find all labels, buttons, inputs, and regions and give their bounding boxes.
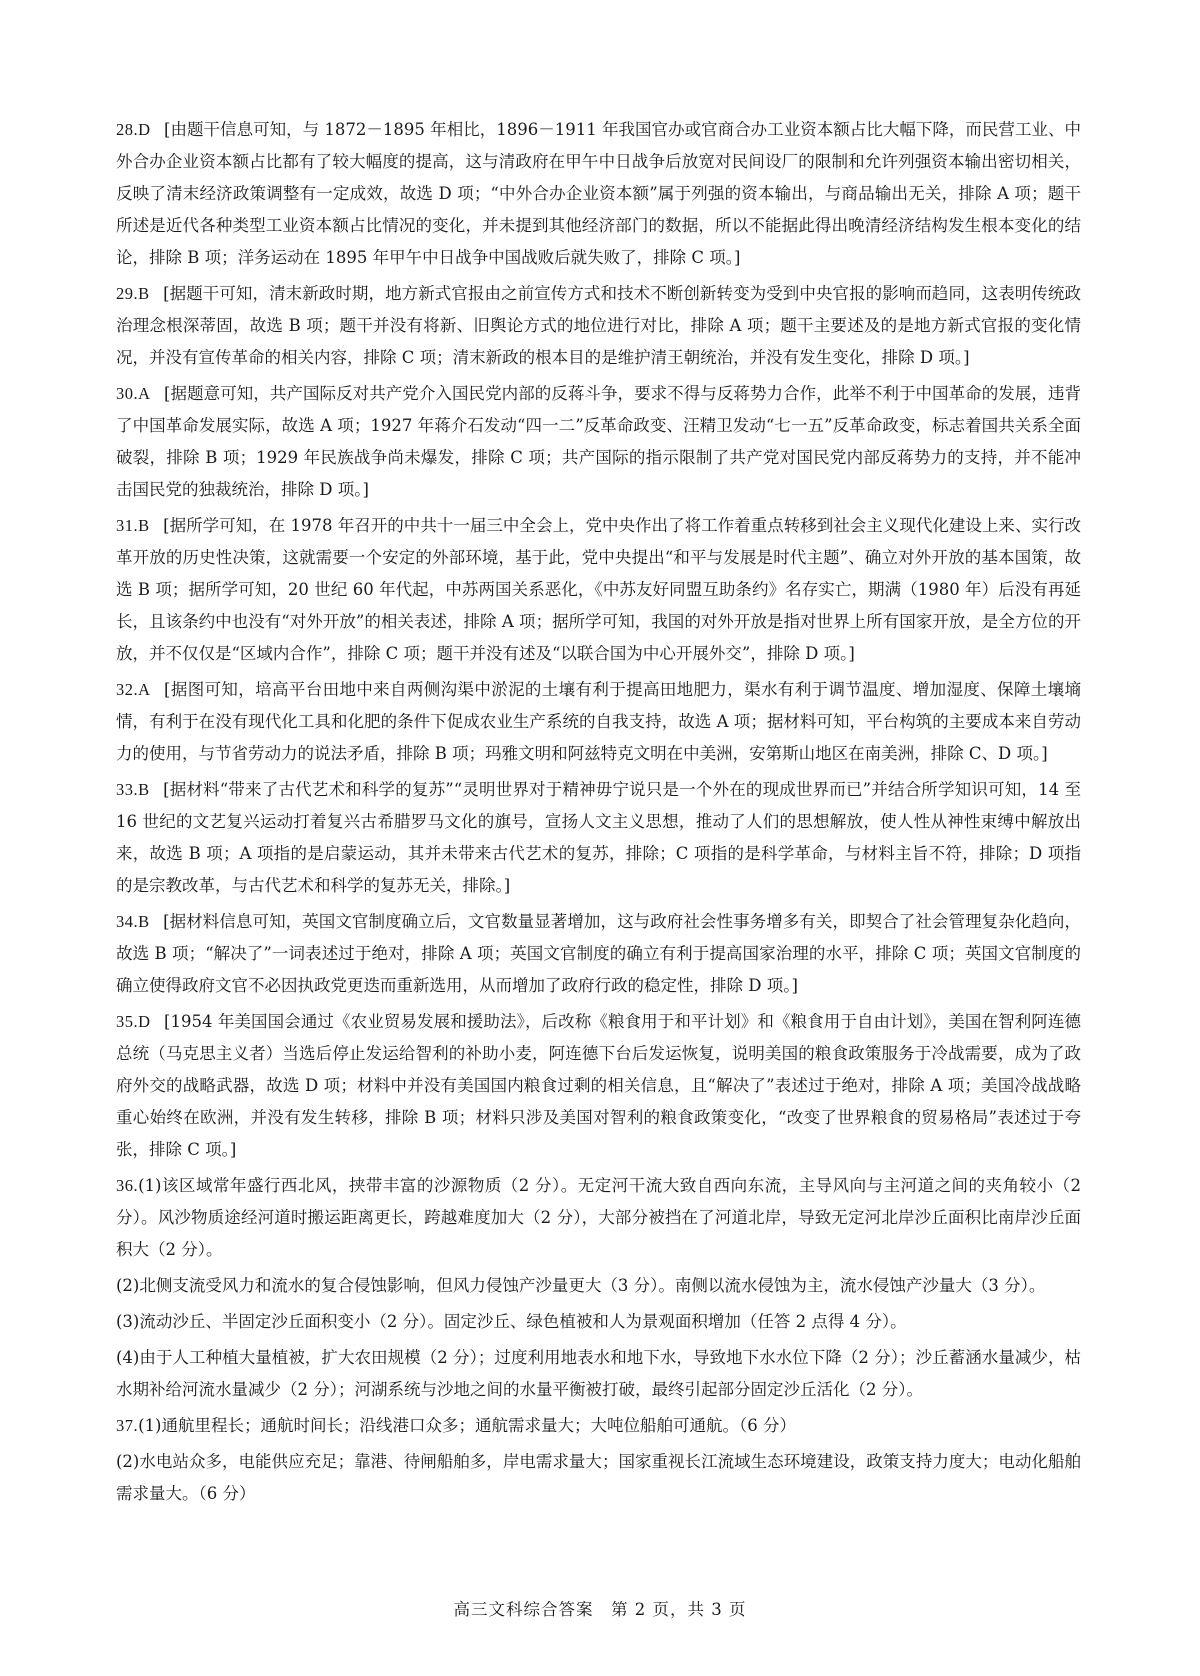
answer-explanation: [据题干可知，清末新政时期，地方新式官报由之前宣传方式和技术不断创新转变为受到中央官报的影响而趋同，这表明传统政治理念根深蒂固，故选 B 项；题干并没有将新、旧舆论方式的地位进行对比，排除 A 项；题干主要述及的是地方新式官报的变化情况，并没有宣传革命的相关内容，排除 C 项；清末新政的根本目的是维护清王朝统治，并没有发生变化，排除 D 项。] (116, 284, 1081, 367)
answer-explanation: [据图可知，培高平台田地中来自两侧沟渠中淤泥的土壤有利于提高田地肥力，渠水有利于调节温度、增加湿度、保障土壤墒情，有利于在没有现代化工具和化肥的条件下促成农业生产系统的自我支持，故选 A 项；据材料可知，平台构筑的主要成本来自劳动力的使用，与节省劳动力的说法矛盾，排除 B 项；玛雅文明和阿兹特克文明在中美洲，安第斯山地区在南美洲，排除 C、D 项。] (116, 680, 1081, 763)
answer-33 (116, 774, 1081, 902)
answer-number: 29. (116, 284, 139, 303)
answer-choice: A (138, 384, 151, 403)
answer-28 (116, 114, 1081, 274)
answer-36-part-2: (2)北侧支流受风力和流水的复合侵蚀影响，但风力侵蚀产沙量更大（3 分）。南侧以流水侵蚀为主，流水侵蚀产沙量大（3 分）。 (116, 1276, 1046, 1295)
answer-choice: A (138, 680, 151, 699)
answer-explanation: [据材料“带来了古代艺术和科学的复苏”“灵明世界对于精神毋宁说只是一个外在的现成世界而已”并结合所学知识可知，14 至 16 世纪的文艺复兴运动打着复兴古希腊罗马文化的旗号，宣扬人文主义思想，推动了人们的思想解放，使人性从神性束缚中解放出来，故选 B 项；A 项指的是启蒙运动，其并未带来古代艺术的复苏，排除；C 项指的是科学革命，与材料主旨不符，排除；D 项指的是宗教改革，与古代艺术和科学的复苏无关，排除。] (116, 780, 1081, 895)
answer-list (116, 114, 1081, 1514)
answer-34 (116, 906, 1081, 1002)
answer-number: 31. (116, 516, 139, 535)
answer-choice: B (138, 912, 150, 931)
answer-37-part-1 (116, 1410, 1081, 1442)
answer-36 (116, 1170, 1081, 1406)
answer-37-part-2: (2)水电站众多，电能供应充足；靠港、待闸船舶多，岸电需求量大；国家重视长江流域生态环境建设，政策支持力度大；电动化船舶需求量大。（6 分） (116, 1452, 1081, 1503)
answer-number: 28. (116, 120, 139, 139)
answer-choice: B (138, 516, 150, 535)
answer-choice: D (138, 1012, 151, 1031)
answer-explanation: [由题干信息可知，与 1872－1895 年相比，1896－1911 年我国官办或官商合办工业资本额占比大幅下降，而民营工业、中外合办企业资本额占比都有了较大幅度的提高，这与清政府在甲午中日战争后放宽对民间设厂的限制和允许列强资本输出密切相关，反映了清末经济政策调整有一定成效，故选 D 项；“中外合办企业资本额”属于列强的资本输出，与商品输出无关，排除 A 项；题干所述是近代各种类型工业资本额占比情况的变化，并未提到其他经济部门的数据，所以不能据此得出晚清经济结构发生根本变化的结论，排除 B 项；洋务运动在 1895 年甲午中日战争中国战败后就失败了，排除 C 项。] (116, 120, 1081, 267)
answer-explanation: [1954 年美国国会通过《农业贸易发展和援助法》，后改称《粮食用于和平计划》和《粮食用于自由计划》，美国在智利阿连德总统（马克思主义者）当选后停止发运给智利的补助小麦，阿连德下台后发运恢复，说明美国的粮食政策服务于冷战需要，成为了政府外交的战略武器，故选 D 项；材料中并没有美国国内粮食过剩的相关信息，且“解决了”表述过于绝对，排除 A 项；美国冷战战略重心始终在欧洲，并没有发生转移，排除 B 项；材料只涉及美国对智利的粮食政策变化，“改变了世界粮食的贸易格局”表述过于夸张，排除 C 项。] (116, 1012, 1081, 1159)
answer-36-part-4: (4)由于人工种植大量植被，扩大农田规模（2 分）；过度利用地表水和地下水，导致地下水水位下降（2 分）；沙丘蓄涵水量减少，枯水期补给河流水量减少（2 分）；河湖系统与沙地之间的水量平衡被打破，最终引起部分固定沙丘活化（2 分）。 (116, 1348, 1081, 1399)
answer-choice: B (138, 780, 150, 799)
answer-text: (1)该区域常年盛行西北风，挟带丰富的沙源物质（2 分）。无定河干流大致自西向东流，主导风向与主河道之间的夹角较小（2 分）。风沙物质途经河道时搬运距离更长，跨越难度加大（2 分），大部分被挡在了河道北岸，导致无定河北岸沙丘面积比南岸沙丘面积大（2 分）。 (116, 1176, 1081, 1259)
answer-number: 36. (116, 1176, 139, 1195)
page-footer: 高三文科综合答案 第 2 页，共 3 页 (453, 1600, 747, 1619)
answer-choice: B (138, 284, 150, 303)
answer-30 (116, 378, 1081, 506)
answer-number: 32. (116, 680, 139, 699)
answer-explanation: [据所学可知，在 1978 年召开的中共十一届三中全会上，党中央作出了将工作着重点转移到社会主义现代化建设上来、实行改革开放的历史性决策，这就需要一个安定的外部环境，基于此，党中央提出“和平与发展是时代主题”、确立对外开放的基本国策，故选 B 项；据所学可知，20 世纪 60 年代起，中苏两国关系恶化，《中苏友好同盟互助条约》名存实亡，期满（1980 年）后没有再延长，且该条约中也没有“对外开放”的相关表述，排除 A 项；据所学可知，我国的对外开放是指对世界上所有国家开放，是全方位的开放，并不仅仅是“区域内合作”，排除 C 项；题干并没有述及“以联合国为中心开展外交”，排除 D 项。] (116, 516, 1081, 663)
answer-36-part-1 (116, 1170, 1081, 1266)
answer-37 (116, 1410, 1081, 1510)
answer-36-part-3: (3)流动沙丘、半固定沙丘面积变小（2 分）。固定沙丘、绿色植被和人为景观面积增加（任答 2 点得 4 分）。 (116, 1312, 907, 1331)
answer-29 (116, 278, 1081, 374)
answer-31 (116, 510, 1081, 670)
answer-choice: D (138, 120, 151, 139)
answer-35 (116, 1006, 1081, 1166)
answer-32 (116, 674, 1081, 770)
answer-number: 35. (116, 1012, 139, 1031)
answer-number: 33. (116, 780, 139, 799)
answer-number: 34. (116, 912, 139, 931)
answer-explanation: [据材料信息可知，英国文官制度确立后，文官数量显著增加，这与政府社会性事务增多有关，即契合了社会管理复杂化趋向，故选 B 项；“解决了”一词表述过于绝对，排除 A 项；英国文官制度的确立有利于提高国家治理的水平，排除 C 项；英国文官制度的确立使得政府文官不必因执政党更迭而重新选用，从而增加了政府行政的稳定性，排除 D 项。] (116, 912, 1081, 995)
answer-number: 30. (116, 384, 139, 403)
answer-explanation: [据题意可知，共产国际反对共产党介入国民党内部的反蒋斗争，要求不得与反蒋势力合作，此举不利于中国革命的发展，违背了中国革命发展实际，故选 A 项；1927 年蒋介石发动“四一二”反革命政变、汪精卫发动“七一五”反革命政变，标志着国共关系全面破裂，排除 B 项；1929 年民族战争尚未爆发，排除 C 项；共产国际的指示限制了共产党对国民党内部反蒋势力的支持，并不能冲击国民党的独裁统治，排除 D 项。] (116, 384, 1081, 499)
answer-text: (1)通航里程长；通航时间长；沿线港口众多；通航需求量大；大吨位船舶可通航。（6 分） (138, 1416, 796, 1435)
answer-number: 37. (116, 1416, 139, 1435)
